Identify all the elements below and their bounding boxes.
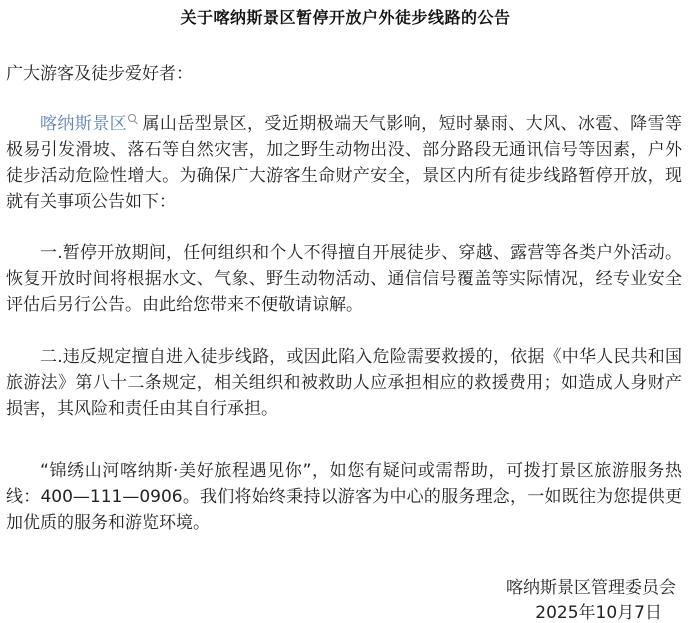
signature-date: 2025年10月7日: [535, 603, 662, 623]
signature-organization: 喀纳斯景区管理委员会: [506, 578, 676, 598]
salutation: 广大游客及徒步爱好者：: [6, 64, 193, 84]
search-icon[interactable]: [128, 114, 136, 122]
announcement-title: 关于喀纳斯景区暂停开放户外徒步线路的公告: [180, 8, 511, 27]
paragraph-item-two: 二.违反规定擅自进入徒步线路，或因此陷入危险需要救援的，依据《中华人民共和国旅游法》第八十二条规定，相关组织和被救助人应承担相应的救援费用；如造成人身财产损害，其风险和责任由其自行承担。: [6, 347, 682, 419]
scenic-area-link[interactable]: 喀纳斯景区: [40, 114, 128, 134]
paragraph-item-one: 一.暂停开放期间，任何组织和个人不得擅自开展徒步、穿越、露营等各类户外活动。恢复开放时间将根据水文、气象、野生动物活动、通信信号覆盖等实际情况，经专业安全评估后另行公告。由此给您带来不便敬请谅解。: [6, 243, 682, 315]
paragraph-intro: [6, 111, 682, 215]
paragraph-contact: “锦绣山河喀纳斯·美好旅程遇见你”，如您有疑问或需帮助，可拨打景区旅游服务热线：400—111—0906。我们将始终秉持以游客为中心的服务理念，一如既往为您提供更加优质的服务和游览环境。: [6, 461, 682, 533]
paragraph-intro-text: 属山岳型景区，受近期极端天气影响，短时暴雨、大风、冰雹、降雪等极易引发滑坡、落石等自然灾害，加之野生动物出没、部分路段无通讯信号等因素，户外徒步活动危险性增大。为确保广大游客生命财产安全，景区内所有徒步线路暂停开放，现就有关事项公告如下：: [6, 114, 683, 212]
